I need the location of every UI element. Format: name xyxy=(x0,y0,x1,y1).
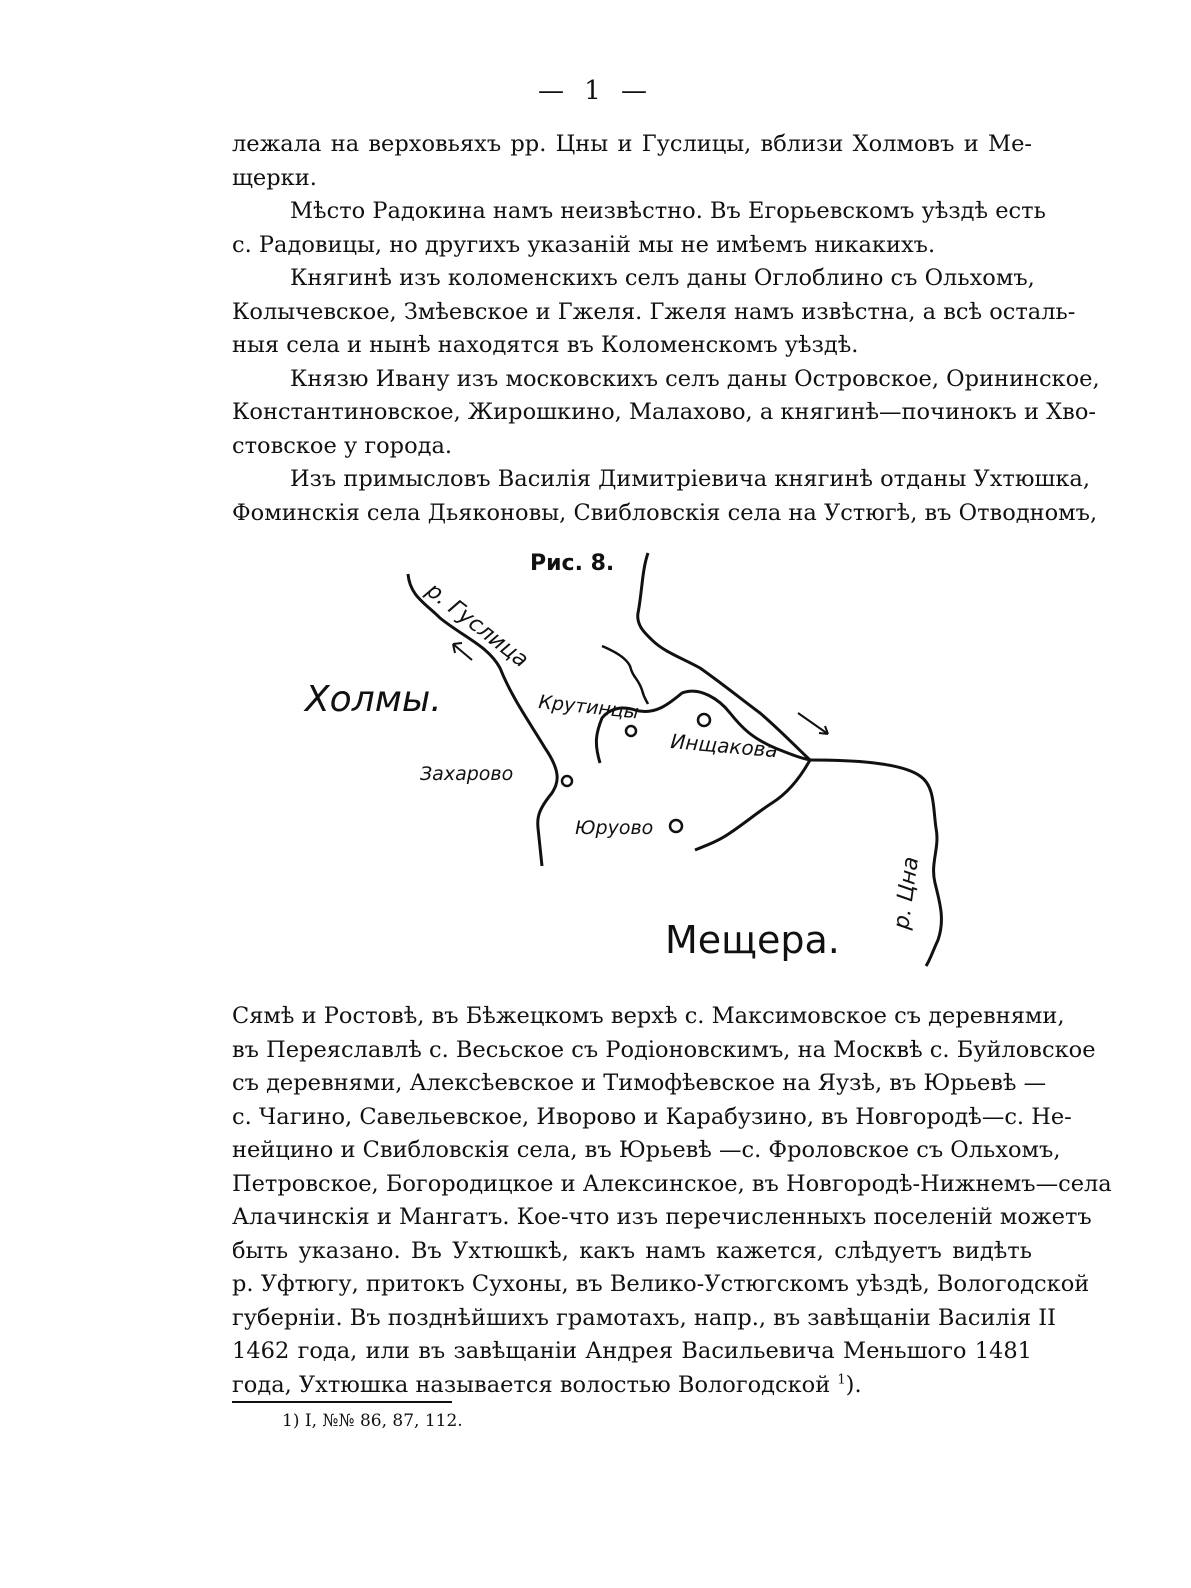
text-line: Князю Ивану изъ московскихъ селъ даны Островское, Орининское, xyxy=(290,365,1100,392)
text-line: Княгинѣ изъ коломенскихъ селъ даны Оглоблино съ Ольхомъ, xyxy=(290,265,1035,291)
top-paragraphs xyxy=(232,128,1100,530)
text-line-with-footnote xyxy=(232,1369,1032,1403)
text-line: 1462 года, или въ завѣщаніи Андрея Васильевича Меньшого 1481 xyxy=(232,1338,1032,1364)
text-line: Колычевское, Змѣевское и Гжеля. Гжеля намъ извѣстна, а всѣ осталь- xyxy=(232,298,1076,325)
footnote-divider xyxy=(232,1401,452,1403)
text-line: Фоминскія села Дьяконовы, Свибловскія села на Устюгѣ, въ Отводномъ, xyxy=(232,499,1098,526)
label-river-tsna: р. Цна xyxy=(889,855,925,931)
text-line: щерки. xyxy=(232,164,317,191)
text-line: ныя села и нынѣ находятся въ Коломенскомъ уѣздѣ. xyxy=(232,332,859,358)
text-line: Константиновское, Жирошкино, Малахово, а княгинѣ—починокъ и Хво- xyxy=(232,399,1096,425)
arrow-northwest-icon xyxy=(453,643,472,660)
text-line: лежала на верховьяхъ рр. Цны и Гуслицы, вблизи Холмовъ и Ме- xyxy=(232,131,1032,157)
footnote-text: I, №№ 86, 87, 112. xyxy=(304,1411,463,1431)
text-line: съ деревнями, Алексѣевское и Тимофѣевское на Яузѣ, въ Юрьевѣ — xyxy=(232,1070,1047,1096)
footnote-reference[interactable]: 1 xyxy=(837,1372,846,1387)
text-line-tail: ). xyxy=(845,1371,862,1398)
label-inshakova: Инщакова xyxy=(669,729,779,763)
text-line: Изъ примысловъ Василія Димитріевича княгинѣ отданы Ухтюшка, xyxy=(290,466,1090,492)
arrow-southeast-icon xyxy=(798,713,828,734)
label-krutintsy: Крутинцы xyxy=(537,691,640,724)
footnote-mark: 1) xyxy=(282,1411,300,1431)
text-line: Мѣсто Радокина намъ неизвѣстно. Въ Егорьевскомъ уѣздѣ есть xyxy=(290,198,1046,224)
text-line: въ Переяславлѣ с. Весьское съ Родіоновскимъ, на Москвѣ с. Буйловское xyxy=(232,1036,1096,1063)
map-figure xyxy=(290,548,970,980)
text-line: быть указано. Въ Ухтюшкѣ, какъ намъ кажется, слѣдуетъ видѣть xyxy=(232,1237,1032,1264)
label-zakharovo: Захарово xyxy=(420,763,514,785)
footnote xyxy=(282,1411,463,1431)
settlement-krutintsy-marker xyxy=(626,726,636,736)
text-line: с. Радовицы, но другихъ указаній мы не имѣемъ никакихъ. xyxy=(232,231,936,258)
river-main-line xyxy=(638,553,810,763)
text-line: губерніи. Въ позднѣйшихъ грамотахъ, напр., въ завѣщаніи Василія II xyxy=(232,1304,1057,1331)
river-krutintsy-line xyxy=(602,646,648,704)
label-yurovo: Юрyово xyxy=(575,817,654,839)
settlement-inshakova-marker xyxy=(698,714,710,726)
river-lower-branch-line xyxy=(695,760,810,850)
figure-caption: Рис. 8. xyxy=(530,551,615,576)
text-line: с. Чагино, Савельевское, Иворово и Карабузино, въ Новгородѣ—с. Не- xyxy=(232,1103,1072,1130)
text-line: стовское у города. xyxy=(232,432,453,459)
hand-drawn-map xyxy=(290,548,970,980)
text-line: нейцино и Свибловскія села, въ Юрьевѣ —с. Фроловское съ Ольхомъ, xyxy=(232,1137,1061,1163)
label-river-guslitsa: р. Гуслица xyxy=(421,578,533,673)
text-line: Петровское, Богородицкое и Алексинское, въ Новгородѣ-Нижнемъ—села xyxy=(232,1170,1112,1197)
settlement-zakharovo-marker xyxy=(562,776,572,786)
label-meshchera: Мещера. xyxy=(665,918,840,962)
text-line-content: года, Ухтюшка называется волостью Вологодской xyxy=(232,1371,831,1398)
bottom-paragraphs xyxy=(232,1000,1112,1402)
text-line: Алачинскія и Мангатъ. Кое-что изъ перечисленныхъ поселеній можетъ xyxy=(232,1204,1092,1230)
settlement-yurovo-marker xyxy=(670,820,682,832)
text-line: р. Уфтюгу, притокъ Сухоны, въ Велико-Устюгскомъ уѣздѣ, Вологодской xyxy=(232,1271,1090,1297)
page-number: — 1 — xyxy=(537,76,654,106)
text-line: Сямѣ и Ростовѣ, въ Бѣжецкомъ верхѣ с. Максимовское съ деревнями, xyxy=(232,1003,1065,1029)
label-holmy: Холмы. xyxy=(305,679,442,720)
